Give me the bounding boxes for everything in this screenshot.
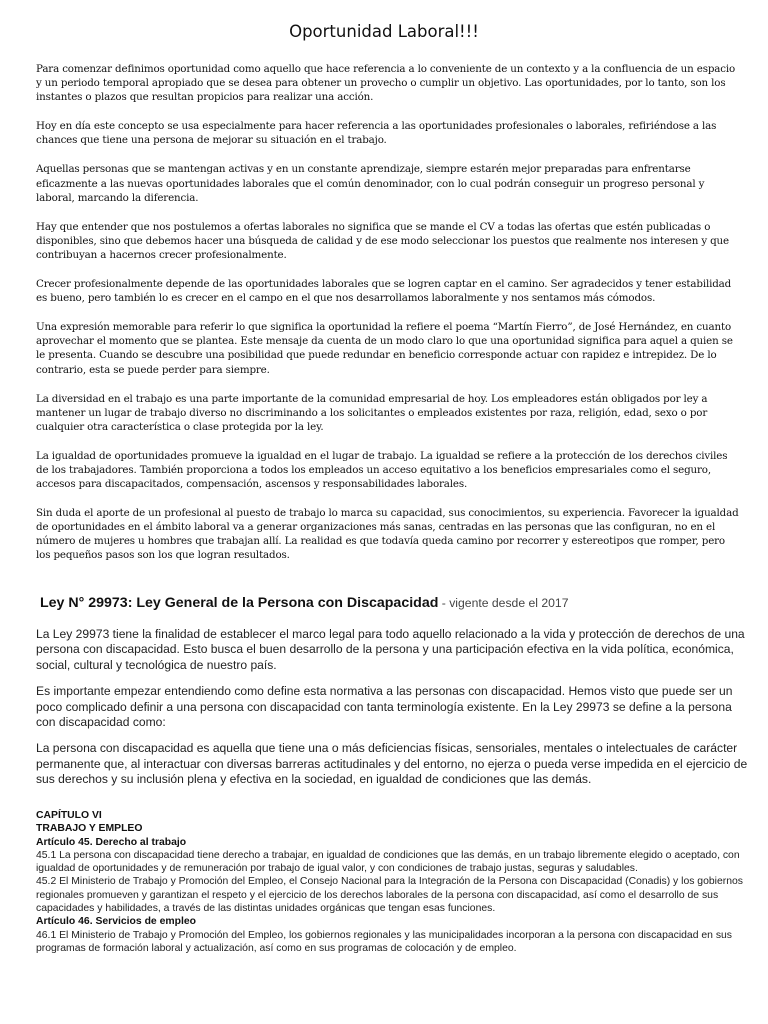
paragraph: Hay que entender que nos postulemos a ofertas laborales no significa que se mande el CV a todas las ofertas que estén publicadas o disponibles, sino que debemos hacer una búsqueda de calidad y de ese modo seleccionar los puestos que realmente nos interesen y que contribuyan a hacernos crecer profesionalmente. xyxy=(36,220,729,261)
law-paragraph: La persona con discapacidad es aquella que tiene una o más deficiencias físicas, sensoriales, mentales o intelectuales de carácter permanente que, al interactuar con diversas barreras actitudinales y del entorno, no ejerza o pueda verse impedida en el ejercicio de sus derechos y su inclusión plena y efectiva en la sociedad, en igualdad de condiciones que las demás. xyxy=(36,741,748,787)
law-heading-title: Ley N° 29973: Ley General de la Persona con Discapacidad xyxy=(40,595,439,611)
article-45-title: Artículo 45. Derecho al trabajo xyxy=(36,836,187,848)
chapter-title: TRABAJO Y EMPLEO xyxy=(36,823,143,835)
law-chapter xyxy=(36,809,752,955)
paragraph: Sin duda el aporte de un profesional al puesto de trabajo lo marca su capacidad, sus conocimientos, su experiencia. Favorecer la igualdad de oportunidades en el ámbito laboral va a generar organizaciones más sanas, centradas en las personas que las configuran, no en el número de mujeres u hombres que trabajan allí. La realidad es que todavía queda camino por recorrer y estereotipos que romper, pero los pequeños pasos son los que logran resultados. xyxy=(36,507,739,562)
paragraph: Crecer profesionalmente depende de las oportunidades laborales que se logren captar en el camino. Ser agradecidos y tener estabilidad es bueno, pero también lo es crecer en el campo en el que nos desarrollamos laboralmente y nos sentamos más cómodos. xyxy=(36,278,732,305)
article-46-1: 46.1 El Ministerio de Trabajo y Promoción del Empleo, los gobiernos regionales y las municipalidades incorporan a la persona con discapacidad en sus programas de formación laboral y actualización, así como en sus programas de colocación y de empleo. xyxy=(36,929,732,954)
article-body xyxy=(36,62,740,578)
paragraph: Aquellas personas que se mantengan activas y en un constante aprendizaje, siempre estarén mejor preparadas para enfrentarse eficazmente a las nuevas oportunidades laborales que el común denominador, con lo cual podrán conseguir un progreso personal y laboral, marcando la diferencia. xyxy=(36,163,705,204)
law-heading xyxy=(40,595,760,611)
paragraph: Para comenzar definimos oportunidad como aquello que hace referencia a lo conveniente de un contexto y a la confluencia de un espacio y un periodo temporal apropiado que se desea para obtener un provecho o cumplir un objetivo. Las oportunidades, por lo tanto, son los instantes o plazos que resultan propicios para realizar una acción. xyxy=(36,63,736,104)
article-45-1: 45.1 La persona con discapacidad tiene derecho a trabajar, en igualdad de condiciones que las demás, en un trabajo libremente elegido o aceptado, con igualdad de oportunidades y de remuneración por trabajo de igual valor, y con condiciones de trabajo justas, seguras y saludables. xyxy=(36,849,740,875)
law-paragraph: Es importante empezar entendiendo como define esta normativa a las personas con discapacidad. Hemos visto que puede ser un poco complicado definir a una persona con discapacidad con tanta terminología existente. En la Ley 29973 se define a la persona con discapacidad como: xyxy=(36,684,733,730)
law-paragraph: La Ley 29973 tiene la finalidad de establecer el marco legal para todo aquello relacionado a la vida y protección de derechos de una persona con discapacidad. Esto busca el buen desarrollo de la persona y una participación efectiva en la vida política, económica, social, cultural y tecnológica de nuestro país. xyxy=(36,627,745,672)
paragraph: La igualdad de oportunidades promueve la igualdad en el lugar de trabajo. La igualdad se refiere a la protección de los derechos civiles de los trabajadores. También proporciona a todos los empleados un acceso equitativo a los beneficios empresariales como el seguro, accesos para discapacitados, compensación, ascensos y responsabilidades laborales. xyxy=(36,449,728,491)
chapter-number: CAPÍTULO VI xyxy=(36,810,102,821)
paragraph: La diversidad en el trabajo es una parte importante de la comunidad empresarial de hoy. Los empleadores están obligados por ley a mantener un lugar de trabajo diverso no discriminando a los solicitantes o empleados existentes por raza, religión, edad, sexo o por cualquier otra característica o clase protegida por la ley. xyxy=(36,392,708,433)
article-45-2: 45.2 El Ministerio de Trabajo y Promoción del Empleo, el Consejo Nacional para la Integración de la Persona con Discapacidad (Conadis) y los gobiernos regionales promueven y garantizan el respeto y el ejercicio de los derechos laborales de la persona con discapacidad, así como el desarrollo de sus capacidades y habilidades, a través de las distintas unidades orgánicas que tengan esas funciones. xyxy=(36,876,743,915)
law-body xyxy=(36,627,748,799)
paragraph: Hoy en día este concepto se usa especialmente para hacer referencia a las oportunidades profesionales o laborales, refiriéndose a las chances que tiene una persona de mejorar su situación en el trabajo. xyxy=(36,120,717,147)
page-title: Oportunidad Laboral!!! xyxy=(289,22,479,41)
paragraph: Una expresión memorable para referir lo que significa la oportunidad la refiere el poema “Martín Fierro”, de José Hernández, en cuanto aprovechar el momento que se plantea. Este mensaje da cuenta de un modo claro lo que una oportunidad significa para aquel a quien se le presenta. Cuando se descubre una posibilidad que puede redundar en beneficio corresponde actuar con rapidez e intrepidez. De lo contrario, esta se puede perder para siempre. xyxy=(36,321,733,376)
law-heading-note: - vigente desde el 2017 xyxy=(438,596,569,610)
article-46-title: Artículo 46. Servicios de empleo xyxy=(36,916,196,928)
